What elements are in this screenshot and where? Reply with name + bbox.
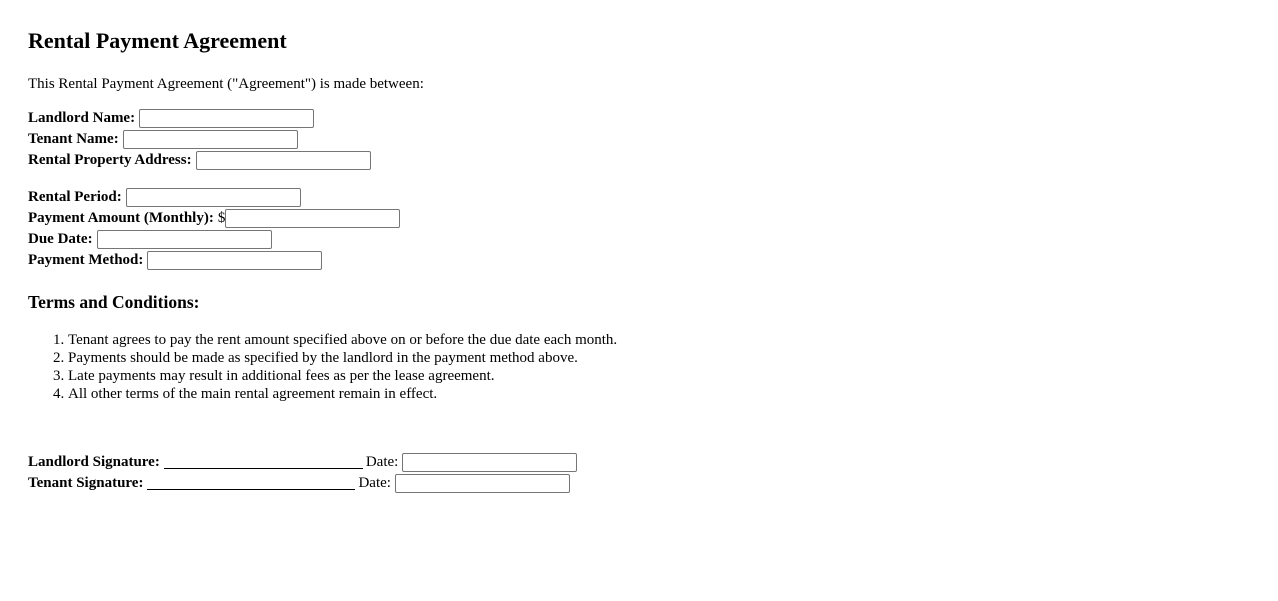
landlord-name-label: Landlord Name: [28,110,136,126]
tenant-date-input[interactable] [395,474,570,493]
payment-method-input[interactable] [147,251,322,270]
terms-list [28,331,617,403]
rental-period-input[interactable] [126,188,301,207]
currency-symbol: $ [217,210,226,226]
property-address-row [28,150,371,171]
due-date-input[interactable] [97,230,272,249]
terms-item: 3. Late payments may result in additional fees as per the lease agreement. [68,367,617,385]
tenant-name-label: Tenant Name: [28,131,119,147]
tenant-signature-label: Tenant Signature: [28,475,144,491]
landlord-signature-row [28,452,577,473]
landlord-date-input[interactable] [402,453,577,472]
intro-text: This Rental Payment Agreement ("Agreement") is made between: [28,76,424,92]
rental-period-label: Rental Period: [28,189,122,205]
due-date-row [28,229,272,250]
property-address-input[interactable] [196,151,371,170]
payment-amount-label: Payment Amount (Monthly): [28,210,214,226]
terms-item: 2. Payments should be made as specified by the landlord in the payment method above. [68,349,617,367]
tenant-name-row [28,129,298,150]
terms-item: 1. Tenant agrees to pay the rent amount specified above on or before the due date each month. [68,331,617,349]
property-address-label: Rental Property Address: [28,152,192,168]
terms-heading: Terms and Conditions: [28,292,200,312]
tenant-signature-row [28,473,570,494]
landlord-signature-line[interactable] [164,454,363,469]
rental-period-row [28,187,301,208]
terms-item: 4. All other terms of the main rental agreement remain in effect. [68,385,617,403]
tenant-date-label: Date: [358,475,391,491]
payment-method-label: Payment Method: [28,252,144,268]
tenant-name-input[interactable] [123,130,298,149]
landlord-name-row [28,108,314,129]
payment-method-row [28,250,322,271]
due-date-label: Due Date: [28,231,93,247]
payment-amount-row [28,208,400,229]
payment-amount-input[interactable] [225,209,400,228]
landlord-date-label: Date: [365,454,399,470]
landlord-signature-label: Landlord Signature: [28,454,160,470]
landlord-name-input[interactable] [139,109,314,128]
page-title: Rental Payment Agreement [28,28,287,53]
tenant-signature-line[interactable] [147,475,355,490]
